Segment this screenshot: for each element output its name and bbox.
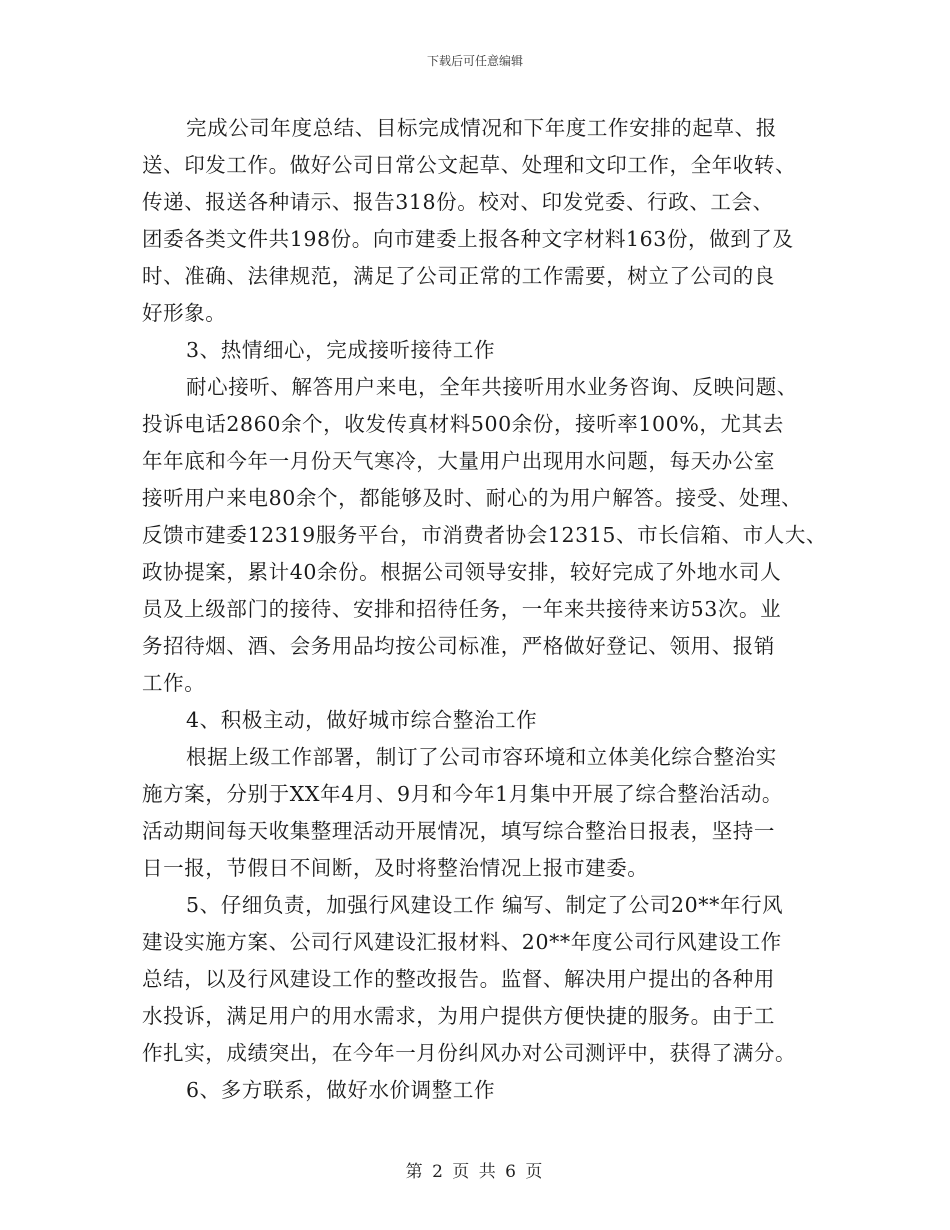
- section-heading: 3、热情细心，完成接听接待工作: [186, 338, 496, 362]
- document-body: [142, 110, 828, 1109]
- body-line: 年年底和今年一月份天气寒冷，大量用户出现用水问题，每天办公室: [142, 449, 775, 473]
- body-line: 根据上级工作部署，制订了公司市容环境和立体美化综合整治实: [186, 745, 777, 769]
- body-line: 水投诉，满足用户的用水需求，为用户提供方便快捷的服务。由于工: [142, 1004, 775, 1028]
- body-line: 活动期间每天收集整理活动开展情况，填写综合整治日报表，坚持一: [142, 819, 775, 843]
- body-line: 时、准确、法律规范，满足了公司正常的工作需要，树立了公司的良: [142, 264, 775, 288]
- body-line: 工作。: [142, 671, 206, 695]
- body-line: 接听用户来电80余个，都能够及时、耐心的为用户解答。接受、处理、: [142, 486, 803, 510]
- body-line: 传递、报送各种请示、报告318份。校对、印发党委、行政、工会、: [142, 190, 774, 214]
- section-heading: 5、仔细负责，加强行风建设工作 编写、制定了公司20**年行风: [186, 893, 784, 917]
- section-heading: 4、积极主动，做好城市综合整治工作: [186, 708, 538, 732]
- body-line: 好形象。: [142, 301, 227, 325]
- body-line: 政协提案，累计40余份。根据公司领导安排，较好完成了外地水司人: [142, 560, 782, 584]
- body-line: 完成公司年度总结、目标完成情况和下年度工作安排的起草、报: [186, 116, 777, 140]
- body-line: 团委各类文件共198份。向市建委上报各种文字材料163份，做到了及: [142, 227, 794, 251]
- body-line: 员及上级部门的接待、安排和招待任务，一年来共接待来访53次。业: [142, 597, 782, 621]
- body-line: 耐心接听、解答用户来电，全年共接听用水业务咨询、反映问题、: [186, 375, 798, 399]
- body-line: 建设实施方案、公司行风建设汇报材料、20**年度公司行风建设工作: [142, 930, 782, 954]
- body-line: 总结，以及行风建设工作的整改报告。监督、解决用户提出的各种用: [142, 967, 775, 991]
- body-line: 反馈市建委12319服务平台，市消费者协会12315、市长信箱、市人大、: [142, 523, 828, 547]
- body-line: 投诉电话2860余个，收发传真材料500余份，接听率100%，尤其去: [142, 412, 784, 436]
- body-line: 施方案，分别于XX年4月、9月和今年1月集中开展了综合整治活动。: [142, 782, 784, 806]
- body-line: 日一报，节假日不间断，及时将整治情况上报市建委。: [142, 856, 649, 880]
- page-number: 第 2 页 共 6 页: [405, 1162, 545, 1182]
- header-note: 下载后可任意编辑: [426, 54, 523, 68]
- body-line: 务招待烟、酒、会务用品均按公司标准，严格做好登记、领用、报销: [142, 634, 775, 658]
- body-line: 送、印发工作。做好公司日常公文起草、处理和文印工作，全年收转、: [142, 153, 797, 177]
- body-line: 作扎实，成绩突出，在今年一月份纠风办对公司测评中，获得了满分。: [142, 1041, 797, 1065]
- section-heading: 6、多方联系，做好水价调整工作: [186, 1078, 496, 1102]
